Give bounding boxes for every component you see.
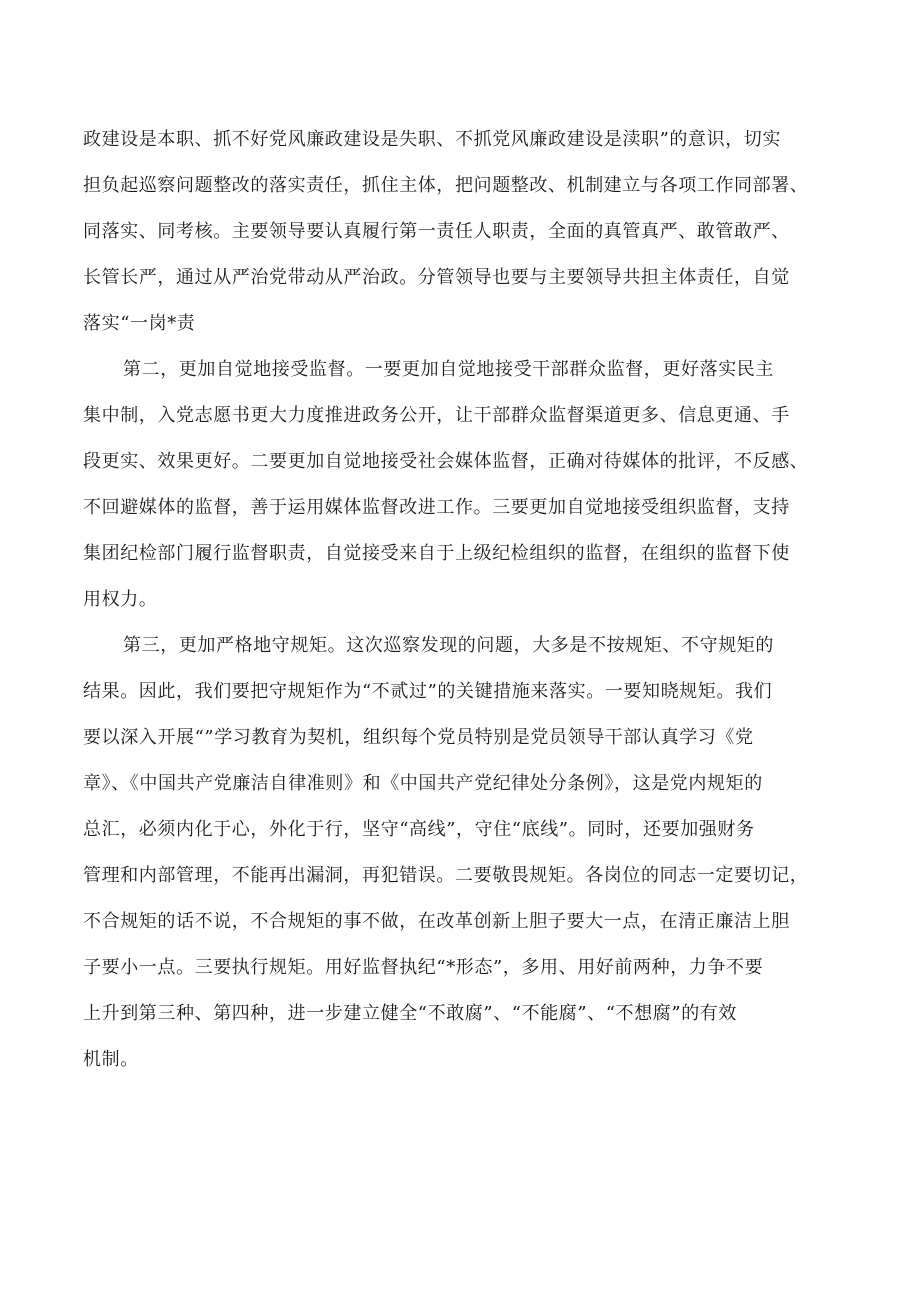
text-line: 章》、《中国共产党廉洁自律准则》和《中国共产党纪律处分条例》，这是党内规矩的 [83, 773, 763, 794]
text-line: 政建设是本职、抓不好党风廉政建设是失职、不抓党风廉政建设是渎职”的意识，切实 [83, 129, 781, 150]
text-line: 段更实、效果更好。二要更加自觉地接受社会媒体监督，正确对待媒体的批评，不反感、 [83, 451, 809, 472]
text-line: 集中制，入党志愿书更大力度推进政务公开，让干部群众监督渠道更多、信息更通、手 [83, 405, 790, 426]
text-line: 子要小一点。三要执行规矩。用好监督执纪“*形态”，多用、用好前两种，力争不要 [83, 957, 764, 978]
text-line: 同落实、同考核。主要领导要认真履行第一责任人职责，全面的真管真严、敢管敢严、 [83, 221, 790, 242]
text-line: 集团纪检部门履行监督职责，自觉接受来自于上级纪检组织的监督，在组织的监督下使 [83, 543, 790, 564]
text-line: 上升到第三种、第四种，进一步建立健全“不敢腐”、“不能腐”、“不想腐”的有效 [83, 1003, 738, 1024]
text-line: 第三，更加严格地守规矩。这次巡察发现的问题，大多是不按规矩、不守规矩的 [123, 635, 774, 656]
text-line: 要以深入开展“”学习教育为契机，组织每个党员特别是党员领导干部认真学习《党 [83, 727, 754, 748]
text-line: 落实“一岗*责 [83, 313, 196, 334]
text-line: 第二，更加自觉地接受监督。一要更加自觉地接受干部群众监督，更好落实民主 [123, 359, 774, 380]
text-line: 管理和内部管理，不能再出漏洞，再犯错误。二要敬畏规矩。各岗位的同志一定要切记， [83, 865, 809, 886]
text-line: 用权力。 [83, 589, 158, 610]
text-line: 机制。 [83, 1049, 139, 1070]
text-line: 担负起巡察问题整改的落实责任，抓住主体，把问题整改、机制建立与各项工作同部署、 [83, 175, 809, 196]
text-line: 不合规矩的话不说，不合规矩的事不做，在改革创新上胆子要大一点，在清正廉洁上胆 [83, 911, 790, 932]
text-line: 不回避媒体的监督，善于运用媒体监督改进工作。三要更加自觉地接受组织监督，支持 [83, 497, 790, 518]
text-line: 结果。因此，我们要把守规矩作为“不贰过”的关键措施来落实。一要知晓规矩。我们 [83, 681, 773, 702]
text-line: 总汇，必须内化于心，外化于行，坚守“高线”，守住“底线”。同时，还要加强财务 [83, 819, 755, 840]
text-line: 长管长严，通过从严治党带动从严治政。分管领导也要与主要领导共担主体责任，自觉 [83, 267, 790, 288]
